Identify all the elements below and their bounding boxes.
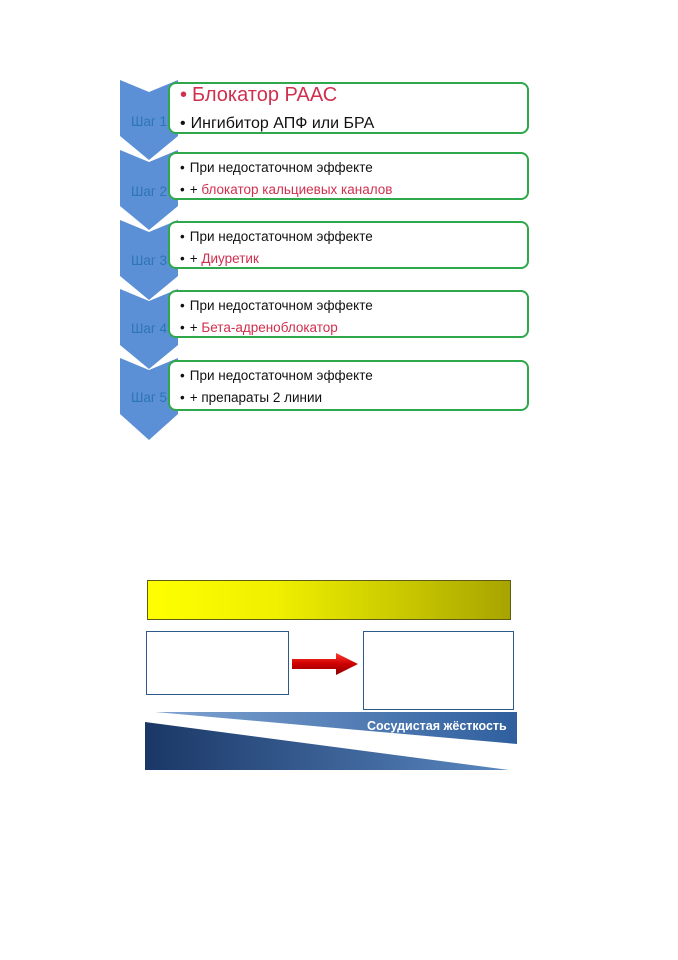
step-2-line-2 [180, 182, 392, 197]
step-4-line-1 [180, 298, 373, 313]
step-2-line-2-prefix: + [189, 182, 202, 197]
step-3-line-2 [180, 251, 259, 266]
bullet-icon: • [180, 320, 185, 335]
step-5-line-1 [180, 368, 373, 383]
stiffness-label: Сосудистая жёсткость [367, 719, 507, 733]
step-4-box [168, 290, 529, 338]
step-3-line-2-drug: Диуретик [201, 251, 259, 266]
step-2-line-1 [180, 160, 373, 175]
bullet-icon: • [180, 368, 185, 383]
step-4-line-2 [180, 320, 338, 335]
bullet-icon: • [180, 84, 188, 106]
step-1-box [168, 82, 529, 134]
step-1-line-1 [180, 84, 337, 107]
step-5-line-2 [180, 390, 322, 405]
gradient-header-bar [147, 580, 511, 620]
step-1-line-2 [180, 115, 374, 133]
red-arrow-icon [292, 652, 360, 676]
step-2-label: Шаг 2 [130, 184, 168, 199]
step-4-label: Шаг 4 [130, 321, 168, 336]
right-empty-box [363, 631, 514, 710]
bullet-icon: • [180, 182, 185, 197]
step-2-box [168, 152, 529, 200]
step-1-line-1-text: Блокатор РААС [192, 84, 338, 106]
bullet-icon: • [180, 229, 185, 244]
step-5-label: Шаг 5 [130, 390, 168, 405]
step-3-box [168, 221, 529, 269]
step-5-line-2-text: + препараты 2 линии [189, 390, 323, 405]
bullet-icon: • [180, 390, 185, 405]
step-3-line-1-text: При недостаточном эффекте [189, 229, 373, 244]
step-3-line-1 [180, 229, 373, 244]
bullet-icon: • [180, 160, 185, 175]
step-4-line-2-drug: Бета-адреноблокатор [201, 320, 338, 335]
step-4-line-2-prefix: + [189, 320, 202, 335]
step-5-box [168, 360, 529, 411]
step-3-label: Шаг 3 [130, 253, 168, 268]
left-empty-box [146, 631, 289, 695]
step-2-line-1-text: При недостаточном эффекте [189, 160, 373, 175]
step-1-line-2-text: Ингибитор АПФ или БРА [190, 115, 375, 132]
bullet-icon: • [180, 251, 185, 266]
step-4-line-1-text: При недостаточном эффекте [189, 298, 373, 313]
bullet-icon: • [180, 298, 185, 313]
step-5-line-1-text: При недостаточном эффекте [189, 368, 373, 383]
step-3-line-2-prefix: + [189, 251, 202, 266]
step-1-label: Шаг 1 [130, 114, 168, 129]
step-2-line-2-drug: блокатор кальциевых каналов [201, 182, 393, 197]
bullet-icon: • [180, 115, 186, 132]
